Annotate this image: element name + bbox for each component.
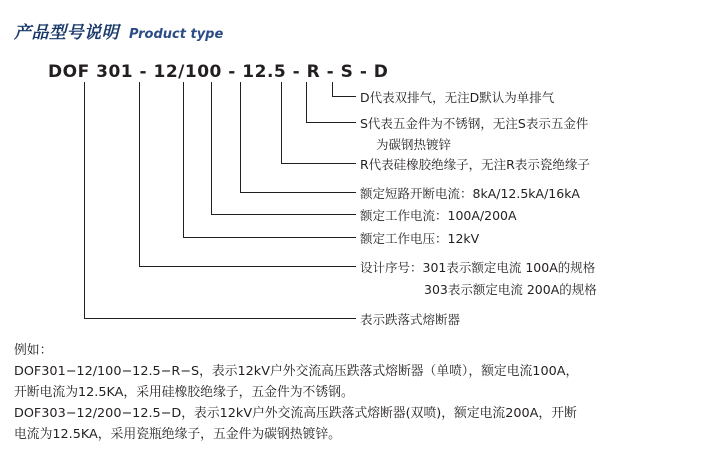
leader-line-hardware-horizontal [306,122,356,123]
leader-line-current-horizontal [211,214,356,215]
code-segment-series: 301 [96,62,134,82]
example-block [14,340,704,445]
code-segment-voltage-current: 12/100 [153,62,222,82]
code-segment-dof: DOF [48,62,90,82]
leader-line-breaking-vertical [240,82,241,192]
page-title-en: Product type [129,27,224,42]
leader-line-series-horizontal [139,266,356,267]
leader-line-series-vertical [139,82,140,266]
code-dash-5: - [359,62,368,82]
code-segment-exhaust: D [373,62,389,82]
leader-line-hardware-vertical [306,82,307,122]
model-code [48,62,388,82]
code-dash-4: - [326,62,335,82]
callout-design-series-cont: 303表示额定电流 200A的规格 [424,282,597,297]
code-dash-1: - [139,62,148,82]
callout-exhaust: D代表双排气，无注D默认为单排气 [360,90,555,105]
code-dash-3: - [292,62,301,82]
leader-line-insulator-vertical [281,82,282,163]
leader-line-product-horizontal [84,318,356,319]
callout-design-series: 设计序号：301表示额定电流 100A的规格 [360,260,596,275]
leader-line-exhaust-vertical [332,82,333,96]
callout-product-type: 表示跌落式熔断器 [360,312,461,327]
example-line-3: DOF303−12/200−12.5−D，表示12kV户外交流高压跌落式熔断器(双喷)，额定电流200A，开断 [14,406,577,421]
callout-breaking-current: 额定短路开断电流：8kA/12.5kA/16kA [360,186,580,201]
callout-rated-voltage: 额定工作电压：12kV [360,231,480,246]
example-line-2: 开断电流为12.5KA，采用硅橡胶绝缘子，五金件为不锈钢。 [14,385,354,400]
leader-line-current-vertical [211,82,212,214]
leader-line-product-vertical [84,82,85,318]
leader-line-voltage-horizontal [183,237,356,238]
code-segment-insulator: R [306,62,321,82]
callout-hardware-cont: 为碳钢热镀锌 [376,137,452,152]
callout-rated-current: 额定工作电流：100A/200A [360,208,517,223]
code-dash-2: - [228,62,236,82]
code-segment-breaking-current: 12.5 [242,62,287,82]
leader-line-insulator-horizontal [281,163,356,164]
example-line-4: 电流为12.5KA，采用瓷瓶绝缘子，五金件为碳钢热镀锌。 [14,427,341,442]
callout-insulator: R代表硅橡胶绝缘子，无注R表示瓷绝缘子 [360,157,590,172]
leader-line-voltage-vertical [183,82,184,237]
callout-hardware: S代表五金件为不锈钢，无注S表示五金件 [360,116,589,131]
example-line-1: DOF301−12/100−12.5−R−S，表示12kV户外交流高压跌落式熔断器（单喷），额定电流100A， [14,364,579,379]
page-title-cn: 产品型号说明 [14,23,119,43]
leader-line-exhaust-horizontal [332,96,356,97]
page-header [14,18,223,43]
leader-line-breaking-horizontal [240,192,356,193]
code-segment-hardware: S [340,62,354,82]
example-label: 例如： [14,343,53,358]
